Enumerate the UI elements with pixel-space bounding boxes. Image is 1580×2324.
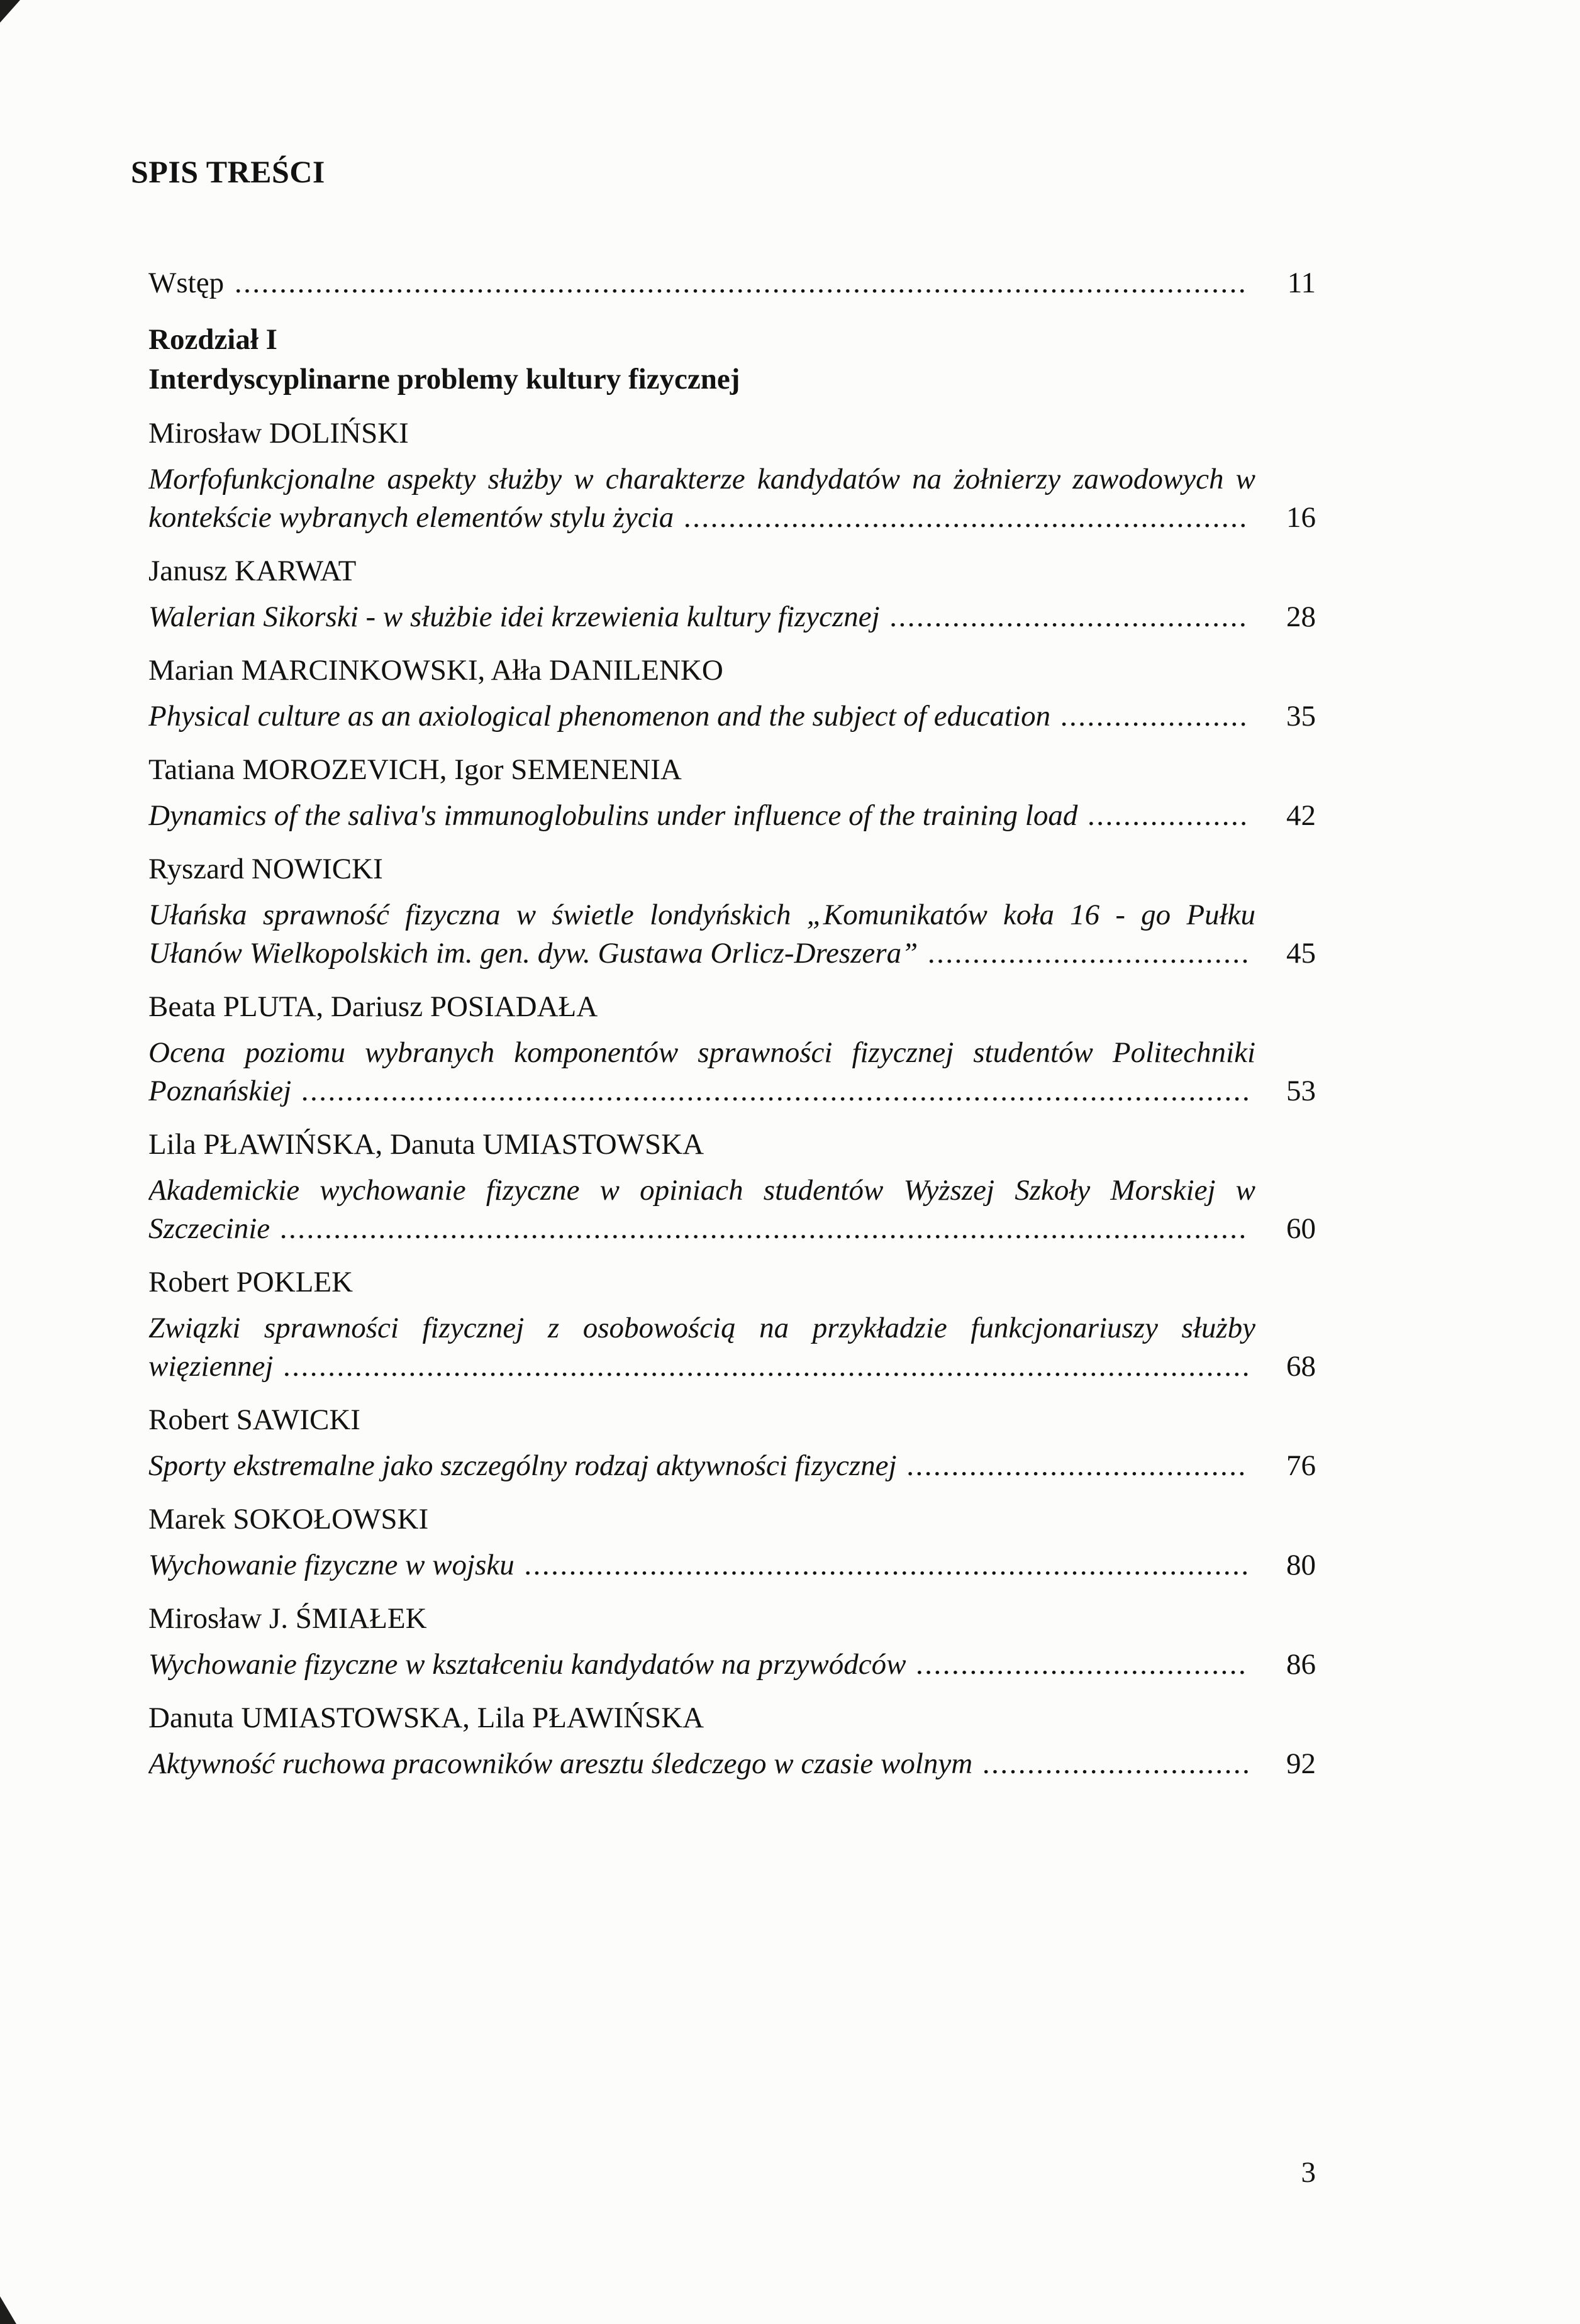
- entry-page-number: 80: [1286, 1549, 1316, 1581]
- entry-title-row: [148, 1546, 1316, 1585]
- scan-artifact-bottom-left-icon: [0, 2296, 16, 2324]
- entry-page-number: 35: [1286, 700, 1316, 733]
- entry-authors: Mirosław DOLIŃSKI: [148, 417, 409, 450]
- entry-authors: Janusz KARWAT: [148, 555, 357, 587]
- toc-entry: [148, 1263, 1316, 1386]
- entry-title: Physical culture as an axiological phenomenon and the subject of education: [148, 700, 1051, 733]
- entry-title-block: [148, 1309, 1255, 1386]
- entry-title-row: [148, 797, 1316, 835]
- toc-entry: [148, 414, 1316, 537]
- entry-authors: Marian MARCINKOWSKI, Ałła DANILENKO: [148, 654, 723, 687]
- toc-entry: [148, 1500, 1316, 1585]
- entry-title-block: [148, 1646, 1255, 1684]
- entry-title-row: [148, 1745, 1316, 1783]
- entry-page-number: 86: [1286, 1648, 1316, 1681]
- entry-title-row: [148, 598, 1316, 636]
- entry-authors: Robert SAWICKI: [148, 1403, 360, 1436]
- dot-leader: .................................................................................: [525, 1549, 1251, 1581]
- entry-page-number: 11: [1287, 267, 1316, 299]
- entry-authors: Ryszard NOWICKI: [148, 853, 383, 885]
- entry-title: Akademickie wychowanie fizyczne w opiniach studentów Wyższej Szkoły Morskiej w Szczecinie: [148, 1174, 1255, 1245]
- entry-title: Walerian Sikorski - w służbie idei krzewienia kultury fizycznej: [148, 600, 880, 633]
- dot-leader: ....................................: [928, 937, 1251, 970]
- dot-leader: ............................................................................................................: [280, 1212, 1249, 1245]
- entry-authors: Robert POKLEK: [148, 1266, 353, 1298]
- toc-entry: [148, 988, 1316, 1110]
- dot-leader: .................................................................................................................: [234, 267, 1248, 299]
- entry-authors: Lila PŁAWIŃSKA, Danuta UMIASTOWSKA: [148, 1128, 704, 1161]
- entry-title-block: [148, 264, 1255, 302]
- entry-title-block: [148, 1447, 1255, 1485]
- page-number: 3: [1301, 2156, 1316, 2189]
- entry-page-number: 28: [1286, 600, 1316, 633]
- entry-title-block: [148, 797, 1255, 835]
- entry-title: Morfofunkcjonalne aspekty służby w charakterze kandydatów na żołnierzy zawodowych w kontekście wybranych elementów stylu życia: [148, 463, 1255, 534]
- dot-leader: .....................................: [916, 1648, 1249, 1681]
- entry-title-row: [148, 697, 1316, 736]
- entry-title-block: [148, 1745, 1255, 1783]
- dot-leader: .....................: [1060, 700, 1250, 733]
- dot-leader: ........................................: [890, 600, 1249, 633]
- toc-entry: [148, 850, 1316, 973]
- entry-title: Ocena poziomu wybranych komponentów sprawności fizycznej studentów Politechniki Poznańskiej: [148, 1036, 1255, 1107]
- section-title: Interdyscyplinarne problemy kultury fizycznej: [148, 363, 740, 396]
- entry-title: Dynamics of the saliva's immunoglobulins under influence of the training load: [148, 799, 1078, 832]
- entry-title-block: [148, 1546, 1255, 1585]
- entry-page-number: 76: [1286, 1449, 1316, 1482]
- entry-title: Wychowanie fizyczne w kształceniu kandydatów na przywódców: [148, 1648, 906, 1681]
- section-heading: [148, 320, 1316, 399]
- entry-title-row: [148, 1171, 1316, 1248]
- entry-title-row: [148, 1309, 1316, 1386]
- entry-title-block: [148, 896, 1255, 973]
- toc-entry: [148, 552, 1316, 636]
- entry-authors: Marek SOKOŁOWSKI: [148, 1503, 429, 1536]
- table-of-contents: [148, 264, 1316, 1783]
- toc-entry: [148, 1699, 1316, 1783]
- toc-entry: [148, 1401, 1316, 1485]
- toc-entry: [148, 751, 1316, 835]
- entry-authors: Tatiana MOROZEVICH, Igor SEMENENIA: [148, 753, 682, 786]
- entry-title-block: [148, 598, 1255, 636]
- entry-page-number: 45: [1286, 937, 1316, 970]
- entry-title-block: [148, 1171, 1255, 1248]
- dot-leader: ..........................................................................................................: [301, 1075, 1252, 1107]
- entry-authors: Beata PLUTA, Dariusz POSIADAŁA: [148, 990, 598, 1023]
- section-kicker: Rozdział I: [148, 323, 277, 356]
- entry-page-number: 68: [1286, 1350, 1316, 1383]
- dot-leader: ............................................................................................................: [284, 1350, 1252, 1383]
- entry-title-row: [148, 896, 1316, 973]
- toc-entry-wstep: [148, 264, 1316, 302]
- entry-title-block: [148, 697, 1255, 736]
- page-title: SPIS TREŚCI: [131, 154, 325, 189]
- entry-page-number: 92: [1286, 1747, 1316, 1780]
- entry-authors: Danuta UMIASTOWSKA, Lila PŁAWIŃSKA: [148, 1702, 704, 1734]
- entry-title: Związki sprawności fizycznej z osobowością na przykładzie funkcjonariuszy służby więziennej: [148, 1312, 1255, 1383]
- entry-page-number: 53: [1286, 1075, 1316, 1107]
- entry-title: Wstęp: [148, 267, 225, 299]
- entry-title-row: [148, 1447, 1316, 1485]
- entry-title-row: [148, 1034, 1316, 1110]
- toc-entry: [148, 651, 1316, 736]
- entry-title: Wychowanie fizyczne w wojsku: [148, 1549, 515, 1581]
- entry-title: Aktywność ruchowa pracowników aresztu śledczego w czasie wolnym: [148, 1747, 973, 1780]
- entry-title-row: [148, 1646, 1316, 1684]
- toc-entry: [148, 1600, 1316, 1684]
- dot-leader: ......................................: [907, 1449, 1248, 1482]
- entry-title: Sporty ekstremalne jako szczególny rodzaj aktywności fizycznej: [148, 1449, 897, 1482]
- dot-leader: ..................: [1088, 799, 1250, 832]
- dot-leader: ..............................: [982, 1747, 1252, 1780]
- toc-entry: [148, 1126, 1316, 1248]
- entry-page-number: 16: [1286, 501, 1316, 534]
- scan-artifact-top-left-icon: [0, 0, 20, 23]
- entry-title-block: [148, 460, 1255, 537]
- entry-page-number: 42: [1286, 799, 1316, 832]
- dot-leader: ...............................................................: [684, 501, 1249, 534]
- entry-title: Ułańska sprawność fizyczna w świetle londyńskich „Komunikatów koła 16 - go Pułku Ułanów Wielkopolskich im. gen. dyw. Gustawa Orlicz-Dreszera”: [148, 899, 1255, 970]
- entry-page-number: 60: [1286, 1212, 1316, 1245]
- entry-authors: Mirosław J. ŚMIAŁEK: [148, 1602, 427, 1635]
- entry-title-block: [148, 1034, 1255, 1110]
- entry-title-row: [148, 264, 1316, 302]
- entry-title-row: [148, 460, 1316, 537]
